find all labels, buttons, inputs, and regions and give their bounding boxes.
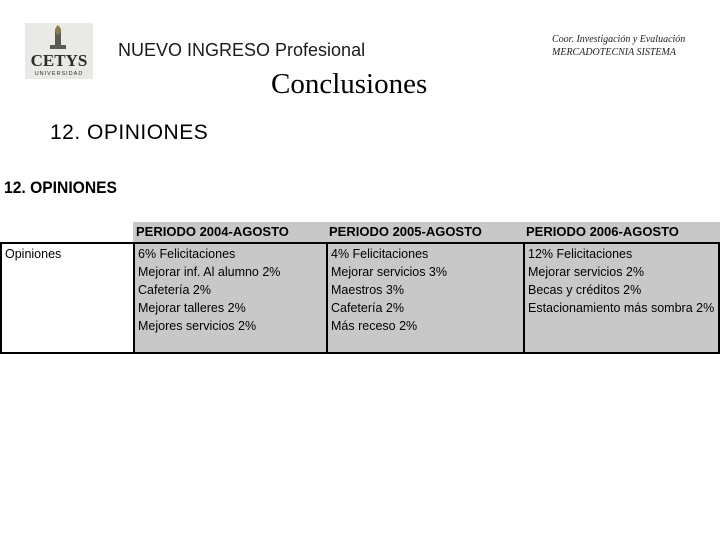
table-row bbox=[0, 242, 720, 354]
column-header-2004: PERIODO 2004-AGOSTO bbox=[133, 222, 326, 242]
opinions-table bbox=[0, 222, 720, 354]
cell-2006-line: Mejorar servicios 2% bbox=[528, 265, 645, 279]
cell-2006 bbox=[523, 244, 718, 352]
slide-title: Conclusiones bbox=[271, 68, 428, 100]
cell-2006-line: Estacionamiento más sombra 2% bbox=[528, 301, 715, 315]
cell-2004-line: Cafetería 2% bbox=[138, 283, 211, 297]
cell-2004-line: Mejores servicios 2% bbox=[138, 319, 257, 333]
cell-2005-line: Cafetería 2% bbox=[331, 301, 404, 315]
table-heading: 12. OPINIONES bbox=[4, 178, 118, 197]
logo-wordmark: CETYS bbox=[30, 51, 88, 70]
logo-subtext: UNIVERSIDAD bbox=[34, 71, 84, 77]
cell-2005-line: Mejorar servicios 3% bbox=[331, 265, 448, 279]
cell-2004-line: 6% Felicitaciones bbox=[138, 247, 236, 261]
coordination-line-2: MERCADOTECNIA SISTEMA bbox=[552, 47, 676, 58]
cell-2005-line: Maestros 3% bbox=[331, 283, 404, 297]
row-label-text: Opiniones bbox=[5, 247, 62, 261]
coordination-label bbox=[552, 33, 685, 59]
cell-2006-line: Becas y créditos 2% bbox=[528, 283, 642, 297]
header-title: NUEVO INGRESO Profesional bbox=[118, 40, 366, 60]
cell-2004-line: Mejorar talleres 2% bbox=[138, 301, 246, 315]
cetys-logo bbox=[25, 23, 93, 79]
column-header-2005: PERIODO 2005-AGOSTO bbox=[326, 222, 523, 242]
section-heading: 12. OPINIONES bbox=[50, 121, 209, 144]
cell-2004-line: Mejorar inf. Al alumno 2% bbox=[138, 265, 281, 279]
cell-2005-line: Más receso 2% bbox=[331, 319, 418, 333]
cell-2005-line: 4% Felicitaciones bbox=[331, 247, 429, 261]
row-label bbox=[2, 244, 133, 352]
cell-2005 bbox=[326, 244, 523, 352]
coordination-line-1: Coor. Investigación y Evaluación bbox=[552, 34, 686, 45]
cell-2006-line: 12% Felicitaciones bbox=[528, 247, 633, 261]
column-header-2006: PERIODO 2006-AGOSTO bbox=[523, 222, 720, 242]
cell-2004 bbox=[133, 244, 326, 352]
